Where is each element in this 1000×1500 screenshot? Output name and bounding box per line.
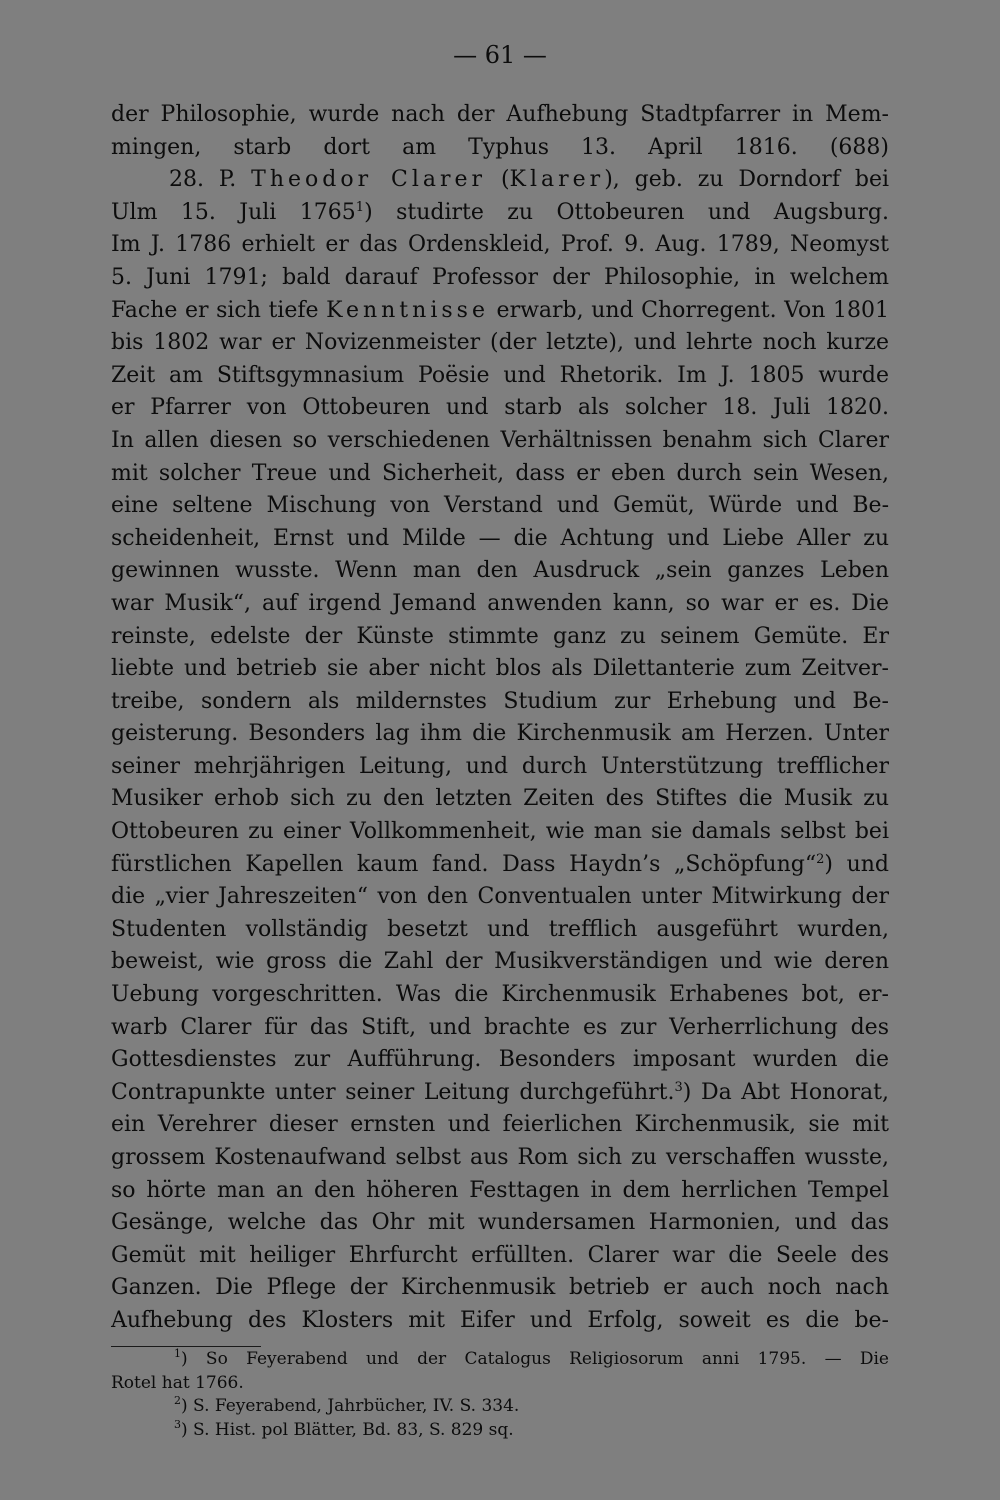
footnote-ref: 2 [816, 851, 825, 867]
person-name: Theodor Clarer [251, 167, 487, 193]
text-line: der Philosophie, wurde nach der Aufhebung Stadtpfarrer in Mem- [111, 102, 889, 127]
text-line: Gemüt mit heiliger Ehrfurcht erfüllten. Clarer war die Seele des [111, 1242, 889, 1268]
text-line: Musiker erhob sich zu den letzten Zeiten des Stiftes die Musik zu [111, 786, 889, 812]
text-line: geisterung. Besonders lag ihm die Kirchenmusik am Herzen. Unter [111, 721, 889, 747]
text-fragment: ), geb. zu Dorndorf bei [604, 167, 889, 193]
footnotes [111, 1348, 889, 1442]
footnote-3 [111, 1419, 889, 1443]
text-line: mingen, starb dort am Typhus 13. April 1816. (688) [111, 134, 889, 160]
text-line: Im J. 1786 erhielt er das Ordenskleid, Prof. 9. Aug. 1789, Neomyst [111, 232, 889, 258]
text-fragment: ) und [824, 851, 889, 877]
text-fragment: Contrapunkte unter seiner Leitung durchgeführt. [111, 1079, 675, 1105]
text-line: Ganzen. Die Pflege der Kirchenmusik betrieb er auch noch nach [111, 1275, 889, 1301]
text-line: er Pfarrer von Ottobeuren und starb als solcher 18. Juli 1820. [111, 395, 889, 421]
text-line: scheidenheit, Ernst und Milde — die Achtung und Liebe Aller zu [111, 525, 889, 551]
footnote-text: ) S. Hist. pol Blätter, Bd. 83, S. 829 sq. [181, 1419, 514, 1440]
text-line [111, 197, 889, 230]
footnote-divider [111, 1346, 261, 1347]
text-line: ein Verehrer dieser ernsten und feierlichen Kirchenmusik, sie mit [111, 1112, 889, 1138]
footnote-mark: 1 [174, 1348, 181, 1360]
text-fragment: ) studirte zu Ottobeuren und Augsburg. [364, 199, 889, 225]
text-line [111, 849, 889, 882]
footnote-1-cont: Rotel hat 1766. [111, 1372, 244, 1393]
person-name-variant: Klarer [509, 167, 605, 193]
text-line: grossem Kostenaufwand selbst aus Rom sich zu verschaffen wusste, [111, 1145, 889, 1170]
footnote-mark: 2 [174, 1395, 181, 1407]
text-line: so hörte man an den höheren Festtagen in dem herrlichen Tempel [111, 1177, 889, 1203]
text-fragment: ) Da Abt Honorat, [682, 1079, 889, 1105]
entry-number: 28. P. [169, 167, 237, 193]
text-line: Zeit am Stiftsgymnasium Poësie und Rhetorik. Im J. 1805 wurde [111, 362, 889, 388]
footnote-text: ) S. Feyerabend, Jahrbücher, IV. S. 334. [181, 1396, 520, 1416]
text-line: reinste, edelste der Künste stimmte ganz zu seinem Gemüte. Er [111, 623, 889, 649]
footnote-1 [111, 1348, 889, 1372]
text-line [111, 295, 889, 328]
text-line: liebte und betrieb sie aber nicht blos als Dilettanterie zum Zeitver- [111, 656, 889, 682]
text-line: Gottesdienstes zur Aufführung. Besonders imposant wurden die [111, 1047, 889, 1073]
text-line: warb Clarer für das Stift, und brachte es zur Verherrlichung des [111, 1014, 889, 1040]
text-line: Gesänge, welche das Ohr mit wundersamen Harmonien, und das [111, 1210, 889, 1236]
text-line: seiner mehrjährigen Leitung, und durch Unterstützung trefflicher [111, 753, 889, 779]
text-line: gewinnen wusste. Wenn man den Ausdruck „sein ganzes Leben [111, 558, 889, 584]
text-fragment: erwarb, und Chorregent. Von 1801 [496, 297, 889, 323]
text-fragment: Fache er sich tiefe [111, 297, 319, 323]
page-number: — 61 — [453, 41, 547, 69]
text-fragment: Ulm 15. Juli 1765 [111, 199, 356, 225]
footnote-mark: 3 [174, 1418, 181, 1431]
text-line [111, 1077, 889, 1110]
text-line: mit solcher Treue und Sicherheit, dass er eben durch sein Wesen, [111, 460, 889, 486]
text-line: In allen diesen so verschiedenen Verhältnissen benahm sich Clarer [111, 427, 889, 453]
text-line: beweist, wie gross die Zahl der Musikverständigen und wie deren [111, 949, 889, 975]
footnote-2 [111, 1395, 889, 1419]
footnote-ref: 1 [355, 199, 365, 215]
text-line: treibe, sondern als mildernstes Studium zur Erhebung und Be- [111, 688, 889, 714]
footnote-text: ) So Feyerabend und der Catalogus Religiosorum anni 1795. — Die [181, 1349, 889, 1369]
text-line: eine seltene Mischung von Verstand und Gemüt, Würde und Be- [111, 493, 889, 519]
main-text [111, 99, 889, 1338]
text-line: Studenten vollständig besetzt und trefflich ausgeführt wurden, [111, 916, 889, 942]
text-line: die „vier Jahreszeiten“ von den Conventualen unter Mitwirkung der [111, 884, 889, 910]
footnote-ref: 3 [674, 1079, 683, 1095]
text-line: Aufhebung des Klosters mit Eifer und Erfolg, soweit es die be- [111, 1307, 889, 1333]
text-line: Uebung vorgeschritten. Was die Kirchenmusik Erhabenes bot, er- [111, 982, 889, 1008]
text-line: Ottobeuren zu einer Vollkommenheit, wie man sie damals selbst bei [111, 819, 889, 845]
text-line: bis 1802 war er Novizenmeister (der letzte), und lehrte noch kurze [111, 330, 889, 356]
text-fragment: fürstlichen Kapellen kaum fand. Dass Haydn’s „Schöpfung“ [111, 851, 817, 877]
text-line: war Musik“, auf irgend Jemand anwenden kann, so war er es. Die [111, 590, 889, 616]
emphasis-word: Kenntnisse [326, 297, 489, 323]
text-line: 5. Juni 1791; bald darauf Professor der Philosophie, in welchem [111, 264, 889, 290]
text-line: 28. P. Theodor Clarer (Klarer), geb. zu Dorndorf bei [169, 167, 889, 193]
